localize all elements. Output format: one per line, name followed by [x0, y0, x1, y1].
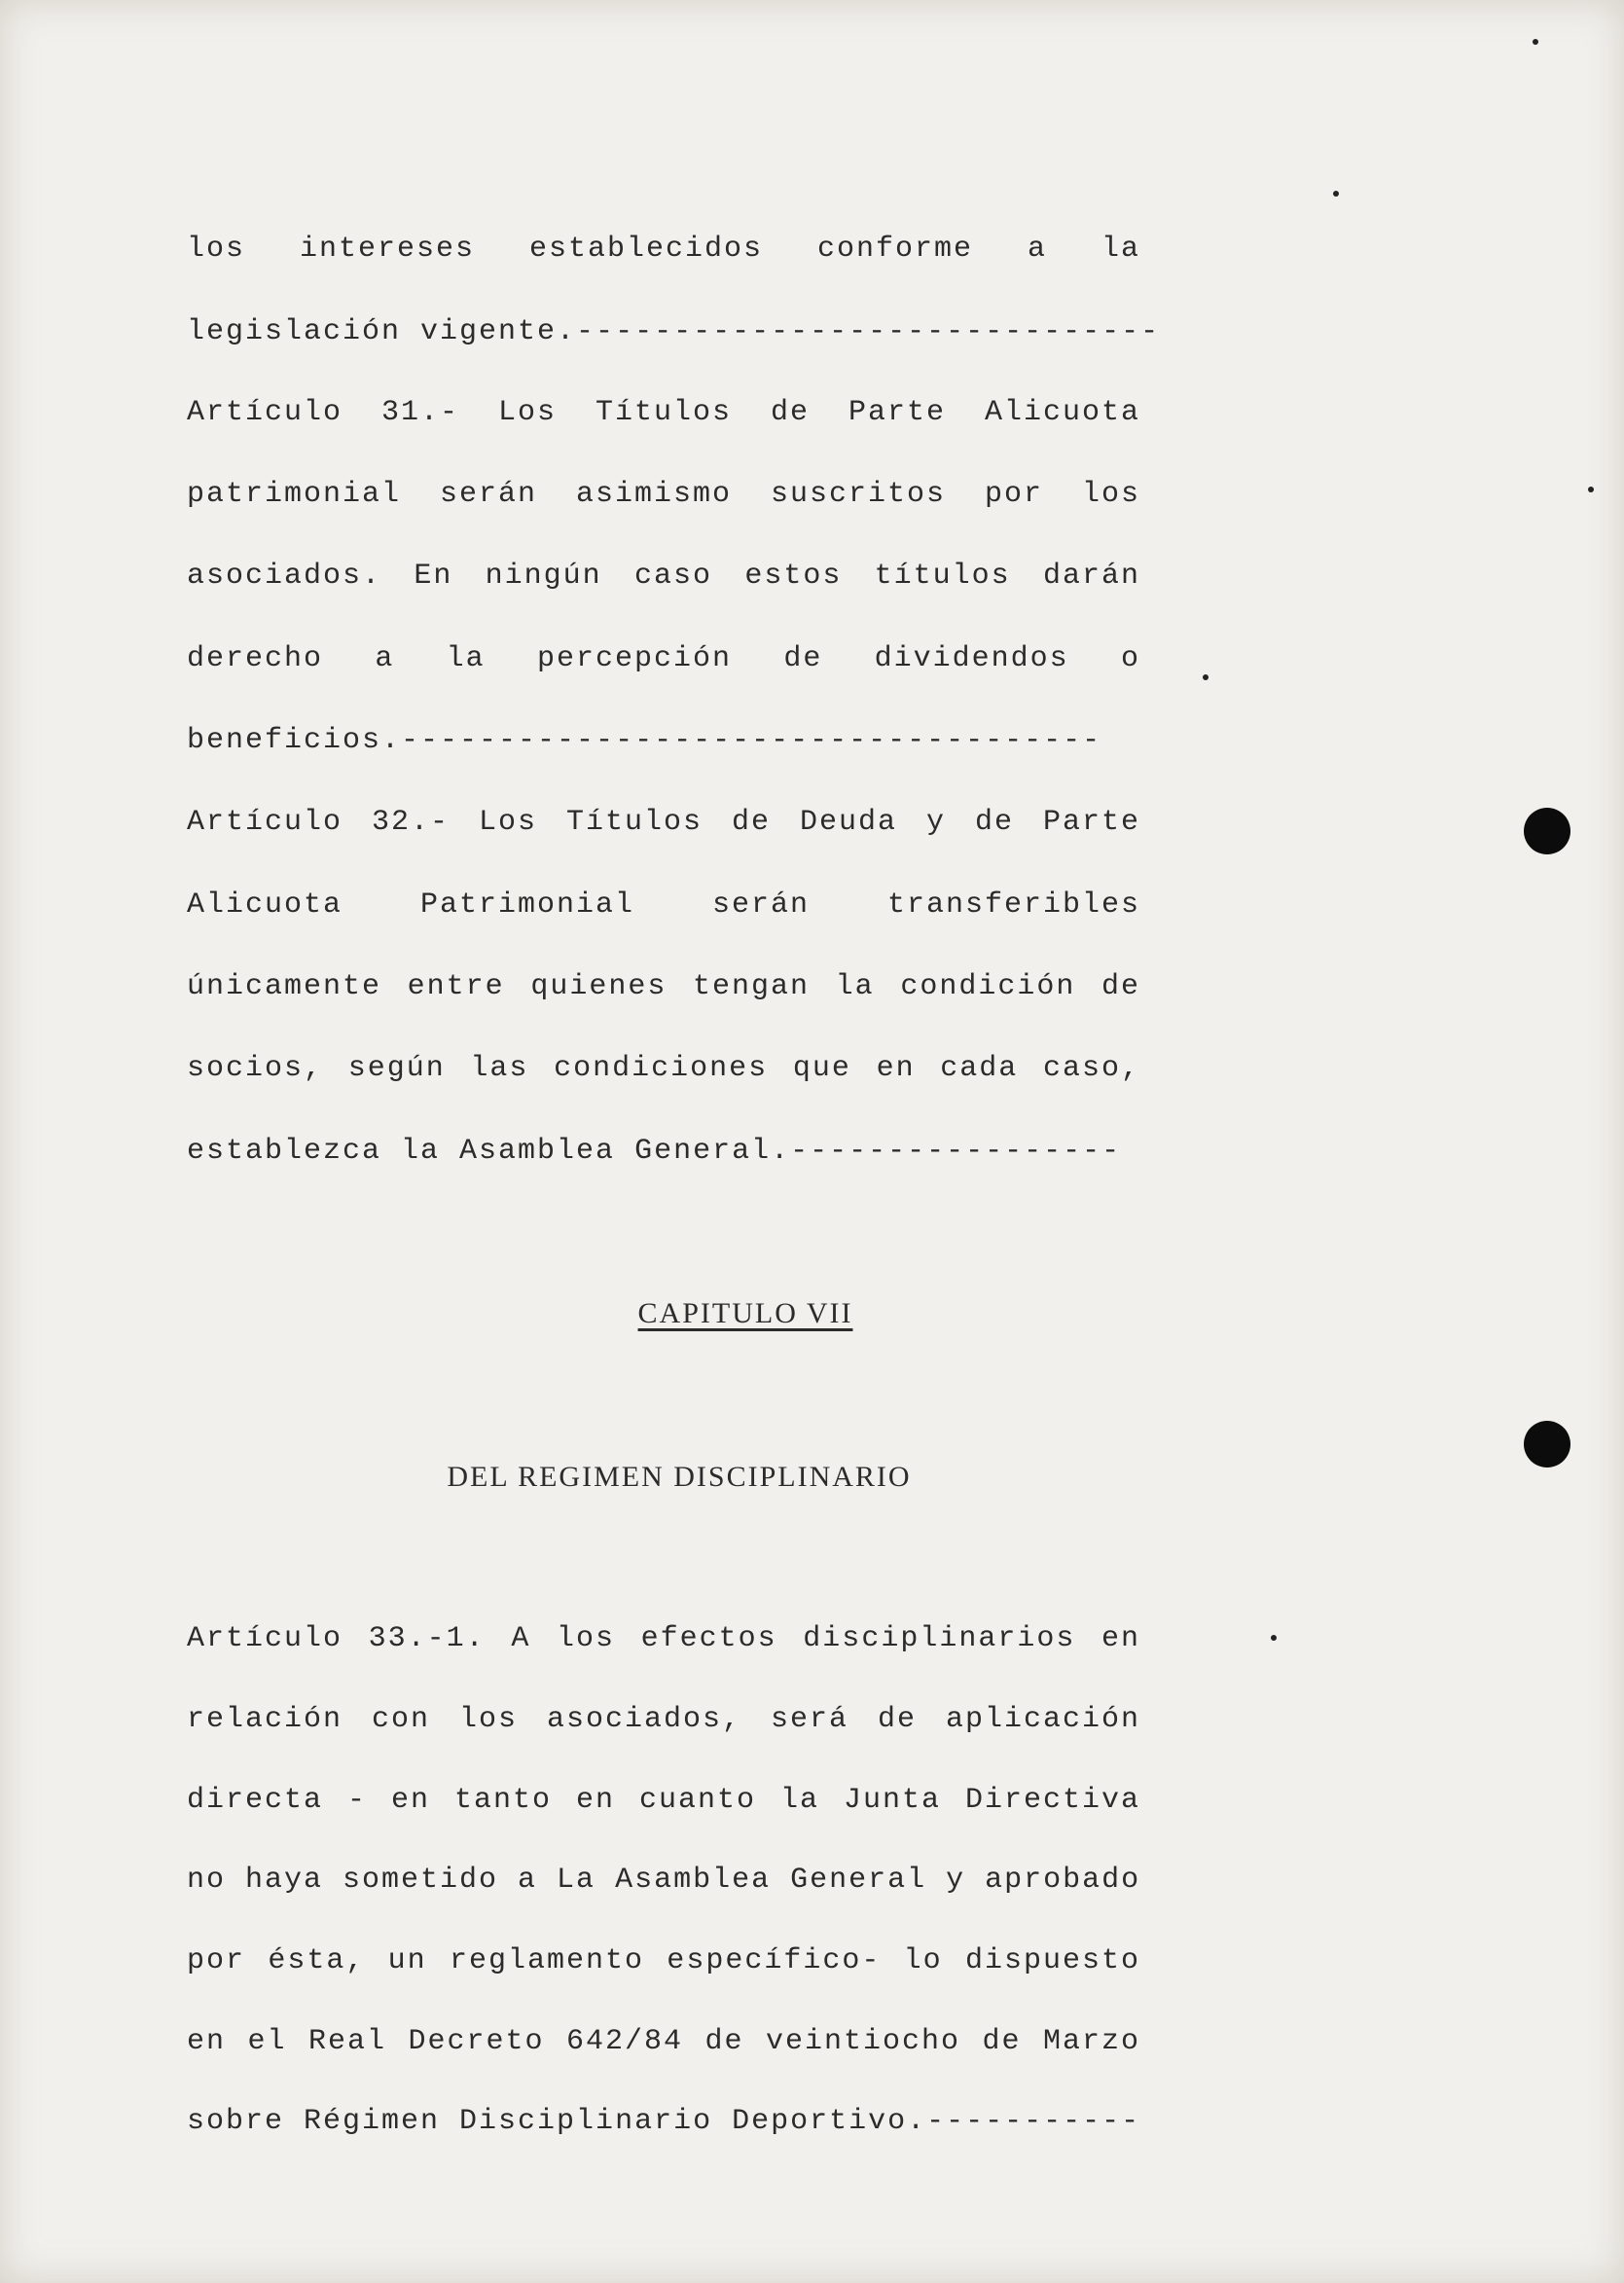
text-line: Artículo 33.-1. A los efectos disciplinarios en [187, 1622, 1140, 1655]
speck [1533, 39, 1538, 45]
punch-hole [1524, 1421, 1570, 1468]
text-line: derecho a la percepción de dividendos o [187, 642, 1140, 675]
chapter-heading [278, 1296, 1212, 1331]
text-line: no haya sometido a La Asamblea General y aprobado [187, 1864, 1141, 1897]
text-line: por ésta, un reglamento específico- lo dispuesto [187, 1944, 1140, 1977]
speck [1203, 674, 1209, 680]
text-line: beneficios.------------------------------------ [187, 724, 1102, 757]
text-line: asociados. En ningún caso estos títulos darán [187, 560, 1140, 593]
text-line: Artículo 31.- Los Títulos de Parte Alicuota [187, 396, 1140, 429]
text-line: directa - en tanto en cuanto la Junta Directiva [187, 1784, 1140, 1817]
text-line: relación con los asociados, será de aplicación [187, 1703, 1140, 1736]
chapter-heading-text: CAPITULO VII [637, 1297, 853, 1329]
text-line: Alicuota Patrimonial serán transferibles [187, 888, 1140, 922]
speck [1271, 1635, 1277, 1641]
text-line: sobre Régimen Disciplinario Deportivo.----------- [187, 2105, 1141, 2138]
section-title: DEL REGIMEN DISCIPLINARIO [447, 1461, 912, 1493]
text-line: en el Real Decreto 642/84 de veintiocho de Marzo [187, 2025, 1140, 2058]
text-line: legislación vigente.------------------------------ [187, 315, 1161, 348]
text-line: los intereses establecidos conforme a la [187, 233, 1140, 266]
text-line: patrimonial serán asimismo suscritos por los [187, 478, 1140, 511]
punch-hole [1524, 808, 1570, 854]
speck [1588, 487, 1594, 492]
text-line: Artículo 32.- Los Títulos de Deuda y de Parte [187, 806, 1140, 839]
text-line: establezca la Asamblea General.----------------- [187, 1135, 1122, 1168]
text-line: socios, según las condiciones que en cada caso, [187, 1052, 1140, 1085]
speck [1333, 191, 1339, 197]
text-line: únicamente entre quienes tengan la condición de [187, 970, 1140, 1003]
